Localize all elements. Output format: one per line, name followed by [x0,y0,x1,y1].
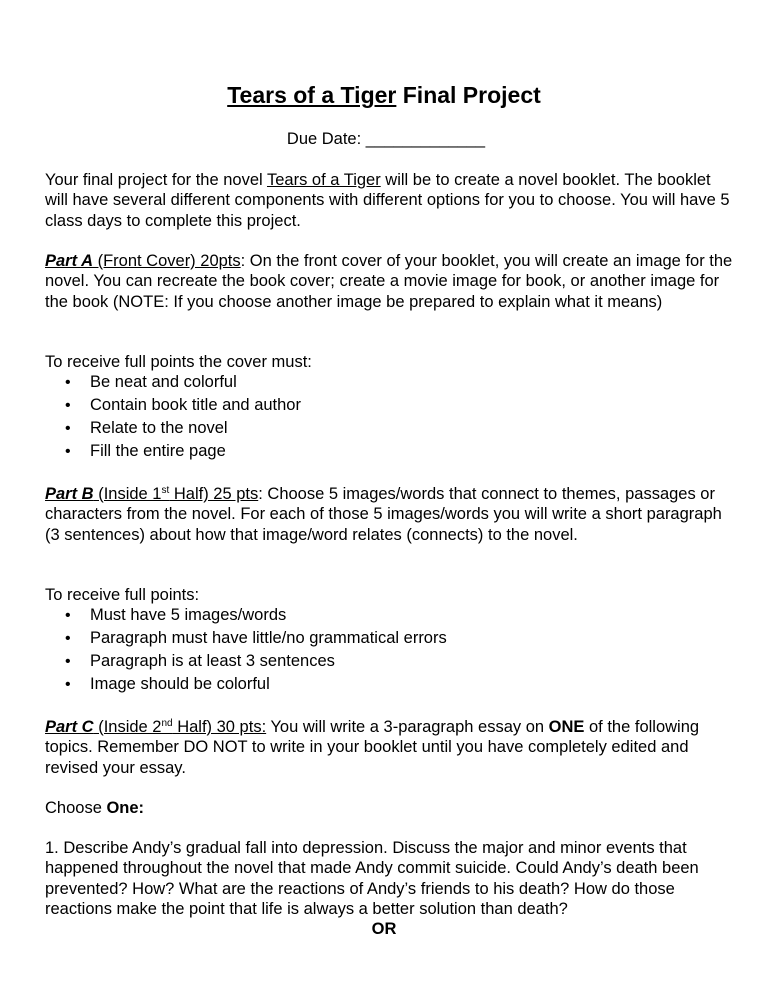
bullet-icon: • [65,630,71,647]
bullet-icon: • [65,374,71,391]
part-b-paragraph [45,484,735,545]
due-date-label: Due Date: [286,130,366,148]
list-item [45,371,301,394]
due-date-blank: _____________ [365,130,486,148]
part-b-paren-post: Half) 25 pts [169,485,259,503]
part-a-paragraph [45,251,735,312]
intro-paragraph [45,170,735,231]
part-b-paren-pre: (Inside 1 [93,485,162,503]
list-item [45,417,301,440]
list-item [45,394,301,417]
list-item-text: Fill the entire page [90,442,226,460]
list-item-text: Be neat and colorful [90,373,237,391]
list-item [45,440,301,463]
part-b-sup: st [161,485,170,496]
list-item-text: Must have 5 images/words [90,606,287,624]
list-item-text: Paragraph is at least 3 sentences [90,652,335,670]
part-a-paren: (Front Cover) 20pts [93,252,241,270]
list-item-text: Paragraph must have little/no grammatical errors [90,629,447,647]
choose-pre: Choose [45,799,107,817]
bullet-icon: • [65,443,71,460]
bullet-icon: • [65,607,71,624]
bullet-icon: • [65,676,71,693]
part-a-text: : On the front cover of your booklet, you will create an image for the novel. You can recreate the book cover; create a movie image for book, or another image for the book (NOTE: If you choose another image be prepared to explain what it means) [45,252,733,311]
list-item [45,673,447,696]
title-rest: Final Project [396,82,541,108]
choose-line [45,798,735,818]
list-item [45,627,447,650]
part-b-paren [94,485,259,503]
part-c-text-pre: You will write a 3-paragraph essay on [266,718,549,736]
page-title [0,80,768,110]
part-c-text-post: of the following topics. Remember DO NOT to write in your booklet until you have completely edited and revised your essay. [45,718,700,777]
part-a-label: Part A [45,252,93,270]
part-a-criteria-intro: To receive full points the cover must: [45,353,312,371]
part-b-label: Part B [45,485,94,503]
bullet-icon: • [65,420,71,437]
part-b-criteria-intro: To receive full points: [45,586,200,604]
part-c-label: Part C [45,718,94,736]
part-b-criteria-list [45,604,447,696]
part-c-paren [94,718,267,736]
choose-bold: One: [106,799,145,817]
list-item [45,604,447,627]
bullet-icon: • [65,397,71,414]
due-date [0,128,768,150]
part-a-criteria-list [45,371,301,463]
intro-novel: Tears of a Tiger [266,171,381,189]
list-item [45,650,447,673]
part-b-text: : Choose 5 images/words that connect to themes, passages or characters from the novel. For each of those 5 images/words you will write a short paragraph (3 sentences) about how that image/word relates (connects) to the novel. [45,485,722,544]
or-label: OR [371,920,397,938]
part-c-paren-pre: (Inside 2 [93,718,162,736]
part-c-sup: nd [161,718,173,729]
topic-1-paragraph: 1. Describe Andy’s gradual fall into depression. Discuss the major and minor events that happened throughout the novel that made Andy commit suicide. Could Andy’s death been prevented? How? What are the reactions of Andy’s friends to his death? How do those reactions make the point that life is always a better solution than death? [45,839,699,918]
title-novel: Tears of a Tiger [227,82,397,108]
part-c-one: ONE [548,718,585,736]
bullet-icon: • [65,653,71,670]
intro-pre: Your final project for the novel [45,171,267,189]
intro-post: will be to create a novel booklet. The booklet will have several different components with different options for you to choose. You will have 5 class days to complete this project. [45,171,730,230]
list-item-text: Contain book title and author [90,396,301,414]
part-c-paren-post: Half) 30 pts: [172,718,267,736]
list-item-text: Image should be colorful [90,675,270,693]
list-item-text: Relate to the novel [90,419,228,437]
part-c-paragraph [45,717,735,778]
